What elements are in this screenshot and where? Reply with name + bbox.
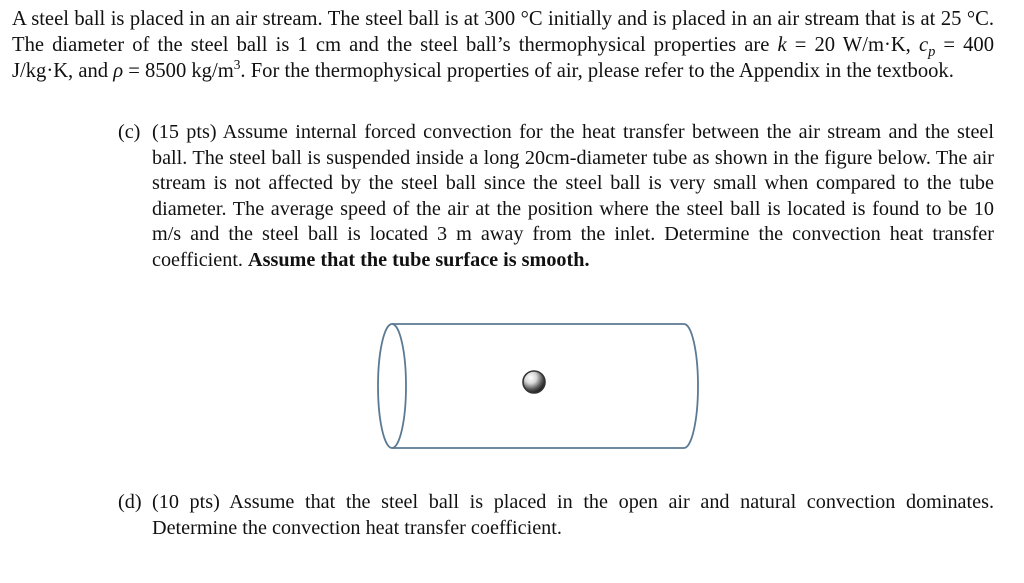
rho-symbol: ρ: [113, 60, 124, 82]
intro-text-1: A steel ball is placed in an air stream. The steel ball is at 300 °C initially and is placed in an air stream that is at 25 °C. The diameter of the steel ball is 1 cm and the steel ball’s thermophysical properties are: [12, 8, 994, 56]
intro-text-4: = 8500 kg/m: [123, 60, 234, 82]
cp-symbol: c: [918, 34, 929, 56]
part-d: [118, 490, 994, 541]
intro-text-3: = 400 J/kg·K, and: [12, 34, 994, 82]
part-c: [118, 120, 994, 273]
problem-intro: [12, 6, 994, 84]
part-d-content: (10 pts) Assume that the steel ball is placed in the open air and natural convection dominates. Determine the convection heat transfer coefficient.: [152, 491, 994, 539]
part-d-label: (d): [118, 491, 142, 513]
part-c-content: [152, 120, 994, 273]
cube-superscript: 3: [233, 57, 241, 73]
tube-figure: [366, 318, 706, 454]
intro-text-2: = 20 W/m·K,: [786, 34, 919, 56]
part-c-text: (15 pts) Assume internal forced convection for the heat transfer between the air stream and the steel ball. The steel ball is suspended inside a long 20cm-diameter tube as shown in the figure below. The air stream is not affected by the steel ball since the steel ball is very small when compared to the tube diameter. The average speed of the air at the position where the steel ball is located is found to be 10 m/s and the steel ball is located 3 m away from the inlet. Determine the convection heat transfer coefficient.: [152, 121, 994, 271]
part-c-label: (c): [118, 121, 141, 143]
part-c-bold-note: Assume that the tube surface is smooth.: [248, 248, 590, 271]
steel-ball: [523, 371, 545, 393]
intro-text-5: . For the thermophysical properties of air, please refer to the Appendix in the textbook.: [240, 60, 954, 82]
k-symbol: k: [777, 34, 787, 56]
cp-subscript: p: [928, 44, 936, 61]
tube-inlet-ellipse: [378, 324, 406, 448]
